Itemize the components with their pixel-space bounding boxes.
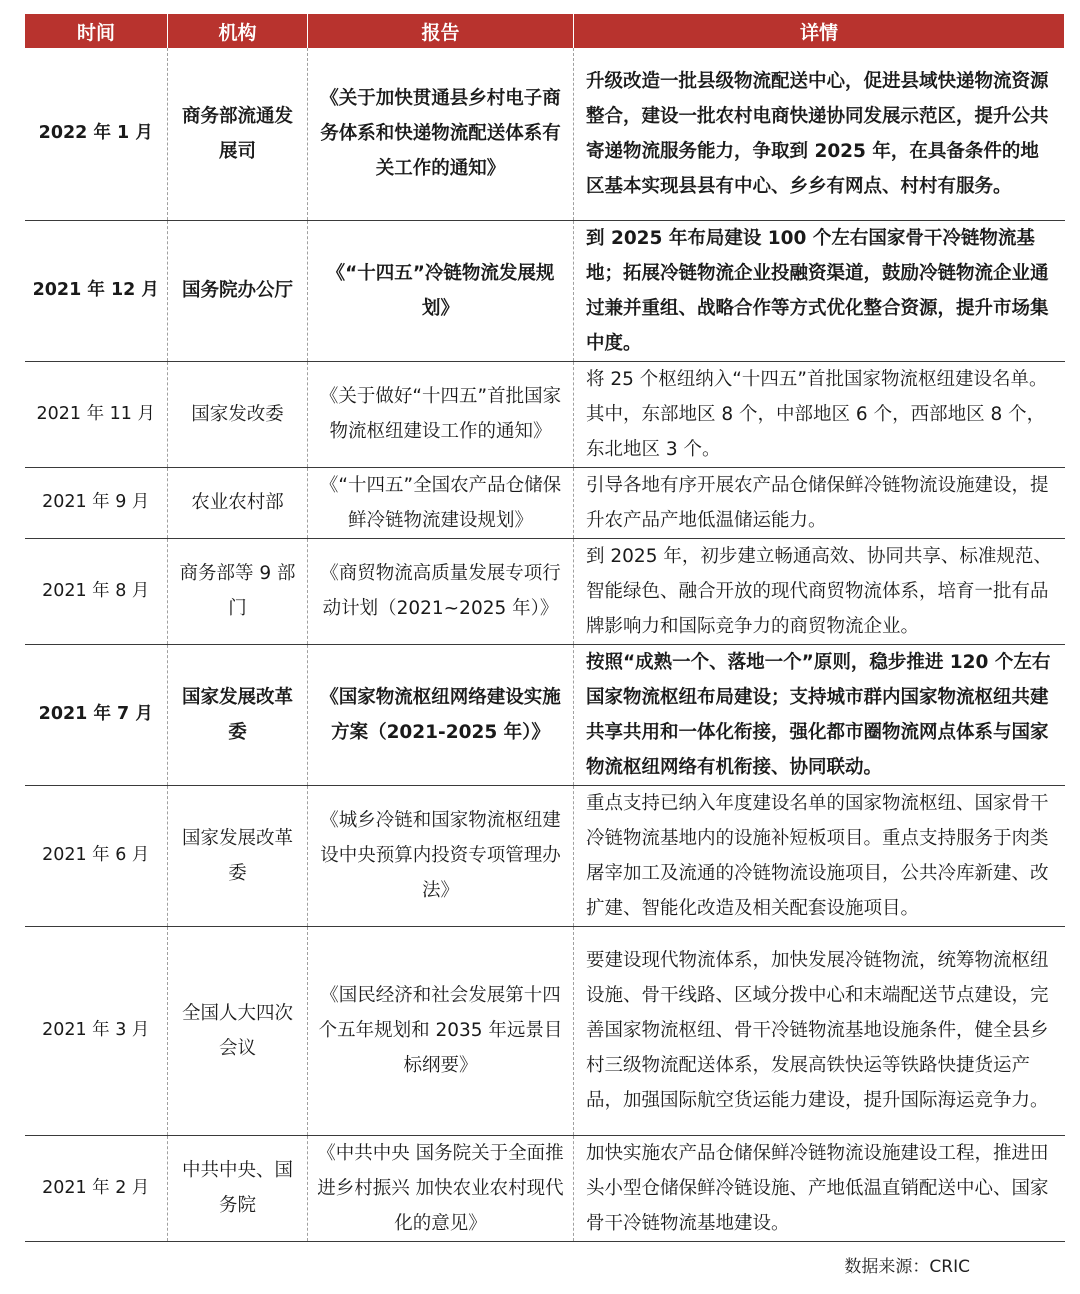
cell-detail: 按照“成熟一个、落地一个”原则，稳步推进 120 个左右国家物流枢纽布局建设；支持城市群内国家物流枢纽共建共享共用和一体化衔接，强化都市圈物流网点体系与国家物流枢纽网络有机衔接、协同联动。: [574, 644, 1065, 785]
table-row: [25, 1135, 1065, 1241]
cell-report: 《商贸物流高质量发展专项行动计划（2021~2025 年）》: [308, 538, 574, 644]
policy-table: [24, 14, 1065, 1242]
table-row: [25, 644, 1065, 785]
cell-detail: 到 2025 年布局建设 100 个左右国家骨干冷链物流基地；拓展冷链物流企业投融资渠道，鼓励冷链物流企业通过兼并重组、战略合作等方式优化整合资源，提升市场集中度。: [574, 220, 1065, 361]
cell-report: 《城乡冷链和国家物流枢纽建设中央预算内投资专项管理办法》: [308, 785, 574, 926]
cell-org: 全国人大四次会议: [168, 926, 308, 1135]
cell-date: 2021 年 3 月: [25, 926, 168, 1135]
header-detail: 详情: [574, 14, 1065, 48]
data-source-note: 数据来源：CRIC: [844, 1257, 970, 1277]
cell-report: 《国家物流枢纽网络建设实施方案（2021-2025 年）》: [308, 644, 574, 785]
table-row: [25, 538, 1065, 644]
cell-org: 农业农村部: [168, 467, 308, 538]
cell-report: 《“十四五”全国农产品仓储保鲜冷链物流建设规划》: [308, 467, 574, 538]
cell-date: 2021 年 2 月: [25, 1135, 168, 1241]
header-report: 报告: [308, 14, 574, 48]
header-date: 时间: [25, 14, 168, 48]
cell-report: 《“十四五”冷链物流发展规划》: [308, 220, 574, 361]
cell-detail: 要建设现代物流体系，加快发展冷链物流，统筹物流枢纽设施、骨干线路、区域分拨中心和末端配送节点建设，完善国家物流枢纽、骨干冷链物流基地设施条件，健全县乡村三级物流配送体系，发展高铁快运等铁路快捷货运产品，加强国际航空货运能力建设，提升国际海运竞争力。: [574, 926, 1065, 1135]
cell-org: 国家发展改革委: [168, 644, 308, 785]
cell-org: 国家发展改革委: [168, 785, 308, 926]
table-row: [25, 926, 1065, 1135]
cell-org: 中共中央、国务院: [168, 1135, 308, 1241]
cell-date: 2021 年 7 月: [25, 644, 168, 785]
cell-date: 2022 年 1 月: [25, 48, 168, 220]
cell-report: 《关于做好“十四五”首批国家物流枢纽建设工作的通知》: [308, 361, 574, 467]
cell-date: 2021 年 9 月: [25, 467, 168, 538]
cell-detail: 将 25 个枢纽纳入“十四五”首批国家物流枢纽建设名单。其中，东部地区 8 个，中部地区 6 个，西部地区 8 个，东北地区 3 个。: [574, 361, 1065, 467]
cell-detail: 到 2025 年，初步建立畅通高效、协同共享、标准规范、智能绿色、融合开放的现代商贸物流体系，培育一批有品牌影响力和国际竞争力的商贸物流企业。: [574, 538, 1065, 644]
table-header-row: [25, 14, 1065, 48]
cell-org: 国家发改委: [168, 361, 308, 467]
cell-org: 商务部流通发展司: [168, 48, 308, 220]
cell-date: 2021 年 11 月: [25, 361, 168, 467]
cell-detail: 升级改造一批县级物流配送中心，促进县域快递物流资源整合，建设一批农村电商快递协同发展示范区，提升公共寄递物流服务能力，争取到 2025 年，在具备条件的地区基本实现县县有中心、乡乡有网点、村村有服务。: [574, 48, 1065, 220]
header-org: 机构: [168, 14, 308, 48]
cell-detail: 加快实施农产品仓储保鲜冷链物流设施建设工程，推进田头小型仓储保鲜冷链设施、产地低温直销配送中心、国家骨干冷链物流基地建设。: [574, 1135, 1065, 1241]
cell-report: 《中共中央 国务院关于全面推进乡村振兴 加快农业农村现代化的意见》: [308, 1135, 574, 1241]
cell-date: 2021 年 6 月: [25, 785, 168, 926]
cell-org: 商务部等 9 部门: [168, 538, 308, 644]
cell-detail: 引导各地有序开展农产品仓储保鲜冷链物流设施建设，提升农产品产地低温储运能力。: [574, 467, 1065, 538]
cell-report: 《关于加快贯通县乡村电子商务体系和快递物流配送体系有关工作的通知》: [308, 48, 574, 220]
cell-detail: 重点支持已纳入年度建设名单的国家物流枢纽、国家骨干冷链物流基地内的设施补短板项目。重点支持服务于肉类屠宰加工及流通的冷链物流设施项目，公共冷库新建、改扩建、智能化改造及相关配套设施项目。: [574, 785, 1065, 926]
cell-date: 2021 年 12 月: [25, 220, 168, 361]
table-row: [25, 361, 1065, 467]
cell-org: 国务院办公厅: [168, 220, 308, 361]
table-row: [25, 48, 1065, 220]
cell-report: 《国民经济和社会发展第十四个五年规划和 2035 年远景目标纲要》: [308, 926, 574, 1135]
cell-date: 2021 年 8 月: [25, 538, 168, 644]
table-row: [25, 467, 1065, 538]
table-row: [25, 785, 1065, 926]
table-row: [25, 220, 1065, 361]
